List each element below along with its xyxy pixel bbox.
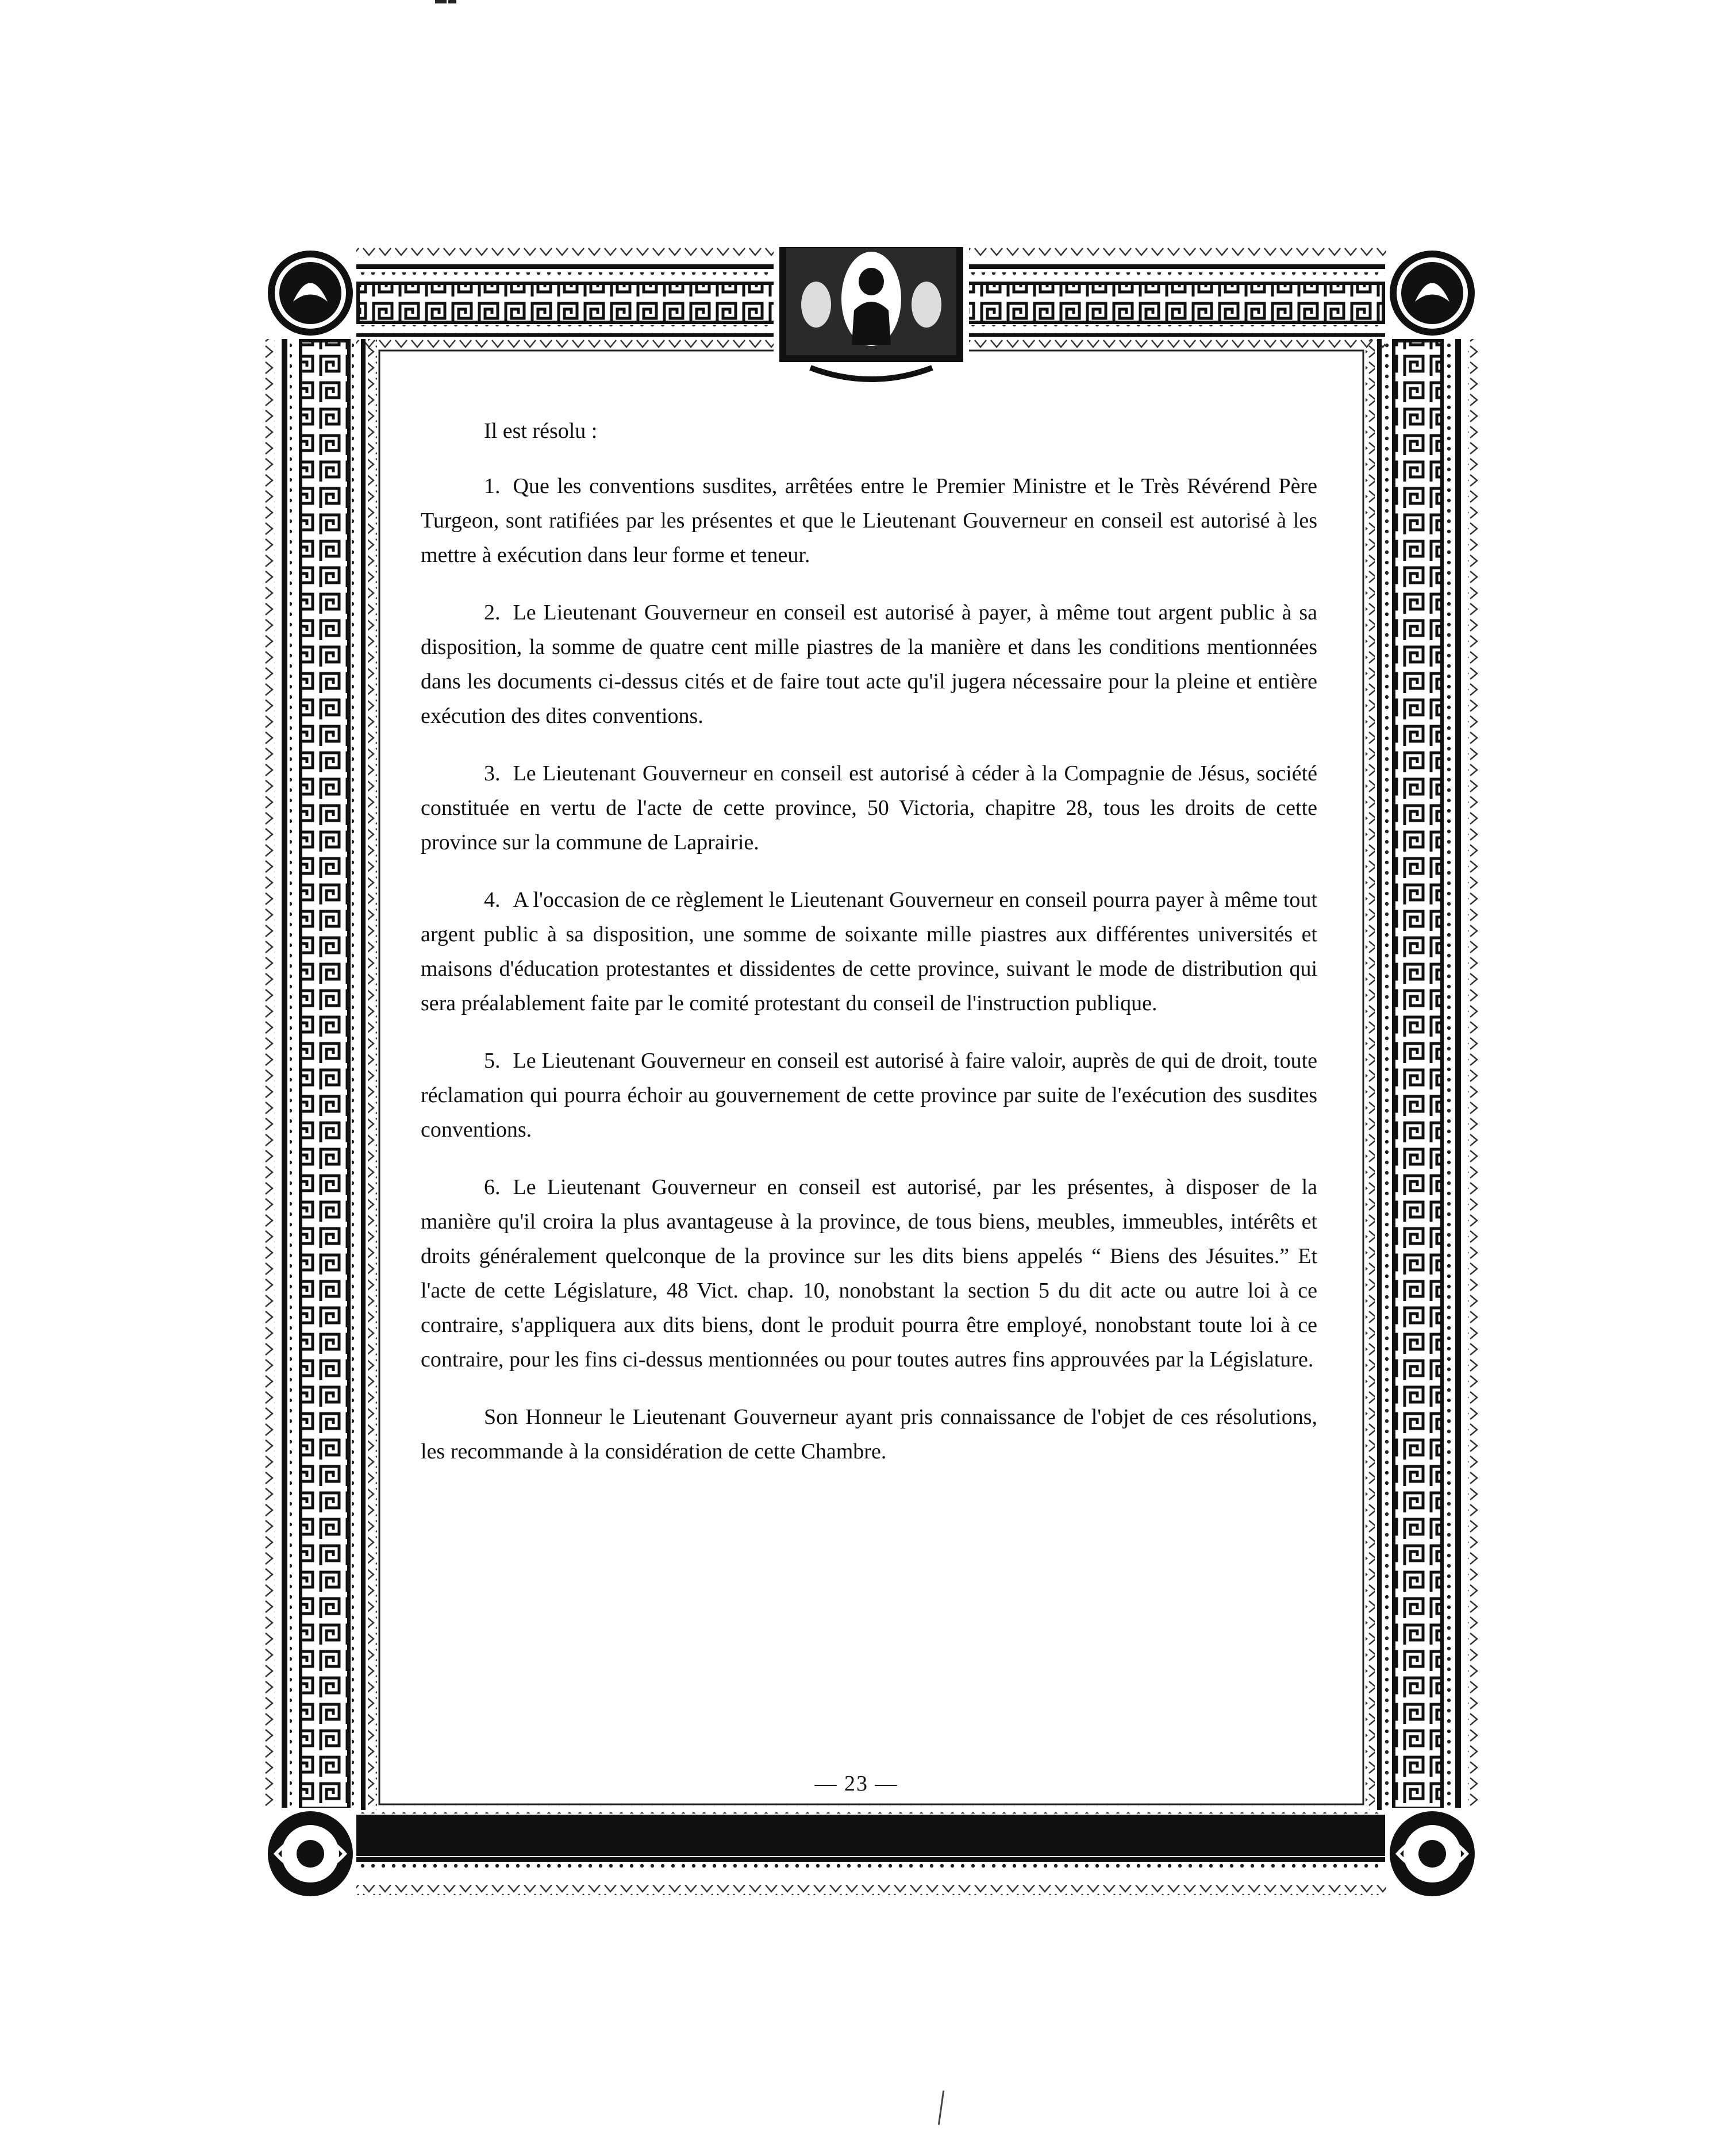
closing-paragraph: Son Honneur le Lieutenant Gouverneur ayant pris connaissance de l'objet de ces résolutions, les recommande à la considération de cette Chambre. — [421, 1405, 1317, 1464]
resolution-number: 3. — [484, 761, 501, 786]
resolution-text: A l'occasion de ce règlement le Lieutenant Gouverneur en conseil pourra payer à même tout argent public à sa disposition, une somme de soixante mille piastres aux différentes universités et maisons d'éducation protestantes et dissidentes de cette province, suivant le mode de distribution qui sera préalablement faite par le comité protestant du conseil de l'instruction publique. — [421, 888, 1317, 1015]
page-number: — 23 — — [814, 1772, 898, 1796]
scan-mark — [435, 0, 447, 3]
resolution-number: 2. — [484, 600, 501, 625]
resolution-number: 1. — [484, 474, 501, 498]
intro-line: Il est résolu : — [484, 419, 598, 443]
resolution-number: 4. — [484, 888, 501, 912]
resolution-number: 6. — [484, 1175, 501, 1199]
resolution-text: Le Lieutenant Gouverneur en conseil est autorisé à céder à la Compagnie de Jésus, société constituée en vertu de l'acte de cette province, 50 Victoria, chapitre 28, tous les droits de cette province sur la commune de Laprairie. — [421, 761, 1317, 854]
resolution-number: 5. — [484, 1049, 501, 1073]
resolution-2 — [421, 595, 1317, 733]
scan-mark — [448, 0, 456, 3]
resolution-5 — [421, 1044, 1317, 1147]
resolution-text: Que les conventions susdites, arrêtées entre le Premier Ministre et le Très Révérend Père Turgeon, sont ratifiées par les présentes et que le Lieutenant Gouverneur en conseil est autorisé à les mettre à exécution dans leur forme et teneur. — [421, 474, 1317, 567]
central-cartouche-icon — [774, 247, 969, 379]
resolution-6 — [421, 1170, 1317, 1377]
document-body — [421, 414, 1317, 1492]
resolution-3 — [421, 756, 1317, 860]
resolution-1 — [421, 469, 1317, 572]
resolution-text: Le Lieutenant Gouverneur en conseil est autorisé à faire valoir, auprès de qui de droit, toute réclamation qui pourra échoir au gouvernement de cette province par suite de l'exécution des susdites conventions. — [421, 1049, 1317, 1142]
resolution-4 — [421, 883, 1317, 1021]
resolution-text: Le Lieutenant Gouverneur en conseil est autorisé à payer, à même tout argent public à sa disposition, la somme de quatre cent mille piastres de la manière et dans les conditions mentionnées dans les documents ci-dessus cités et de faire tout acte qu'il jugera nécessaire pour la pleine et entière exécution des dites conventions. — [421, 600, 1317, 728]
corner-medallion-icon — [264, 247, 356, 339]
scan-mark — [938, 2090, 944, 2125]
resolution-text: Le Lieutenant Gouverneur en conseil est autorisé, par les présentes, à disposer de la manière qu'il croira la plus avantageuse à la province, de tous biens, meubles, immeubles, intérêts et droits généralement quelconque de la province sur les dits biens appelés “ Biens des Jésuites.” Et l'acte de cette Législature, 48 Vict. chap. 10, nonobstant la section 5 du dit acte ou autre loi à ce contraire, s'appliquera aux dits biens, dont le produit pourra être employé, nonobstant toute loi à ce contraire, pour les fins ci-dessus mentionnées ou pour toutes autres fins approuvées par la Législature. — [421, 1175, 1317, 1372]
